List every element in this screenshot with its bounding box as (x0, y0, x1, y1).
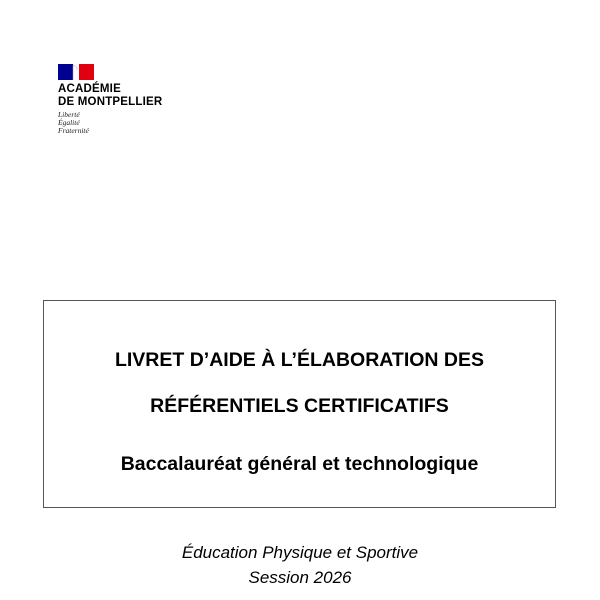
marianne-profile (73, 65, 78, 80)
motto-fraternite: Fraternité (58, 126, 89, 135)
flag-red-band (79, 64, 94, 80)
title-line-2: RÉFÉRENTIELS CERTIFICATIFS (150, 395, 449, 417)
title-line-1: LIVRET D’AIDE À L’ÉLABORATION DES (114, 349, 485, 371)
motto-egalite: Égalité (58, 118, 80, 127)
motto-liberte: Liberté (58, 110, 80, 119)
title-box (43, 300, 556, 508)
session-label: Session 2026 (248, 568, 352, 587)
institution-line-2: DE MONTPELLIER (58, 96, 163, 108)
republic-motto (58, 111, 218, 135)
discipline-label: Éducation Physique et Sportive (181, 543, 419, 562)
institution-line-1: ACADÉMIE (58, 83, 121, 95)
subtitle: Baccalauréat général et technologique (120, 453, 479, 475)
academy-logo (58, 64, 218, 135)
flag-blue-band (58, 64, 73, 80)
marianne-flag-icon (58, 64, 94, 80)
